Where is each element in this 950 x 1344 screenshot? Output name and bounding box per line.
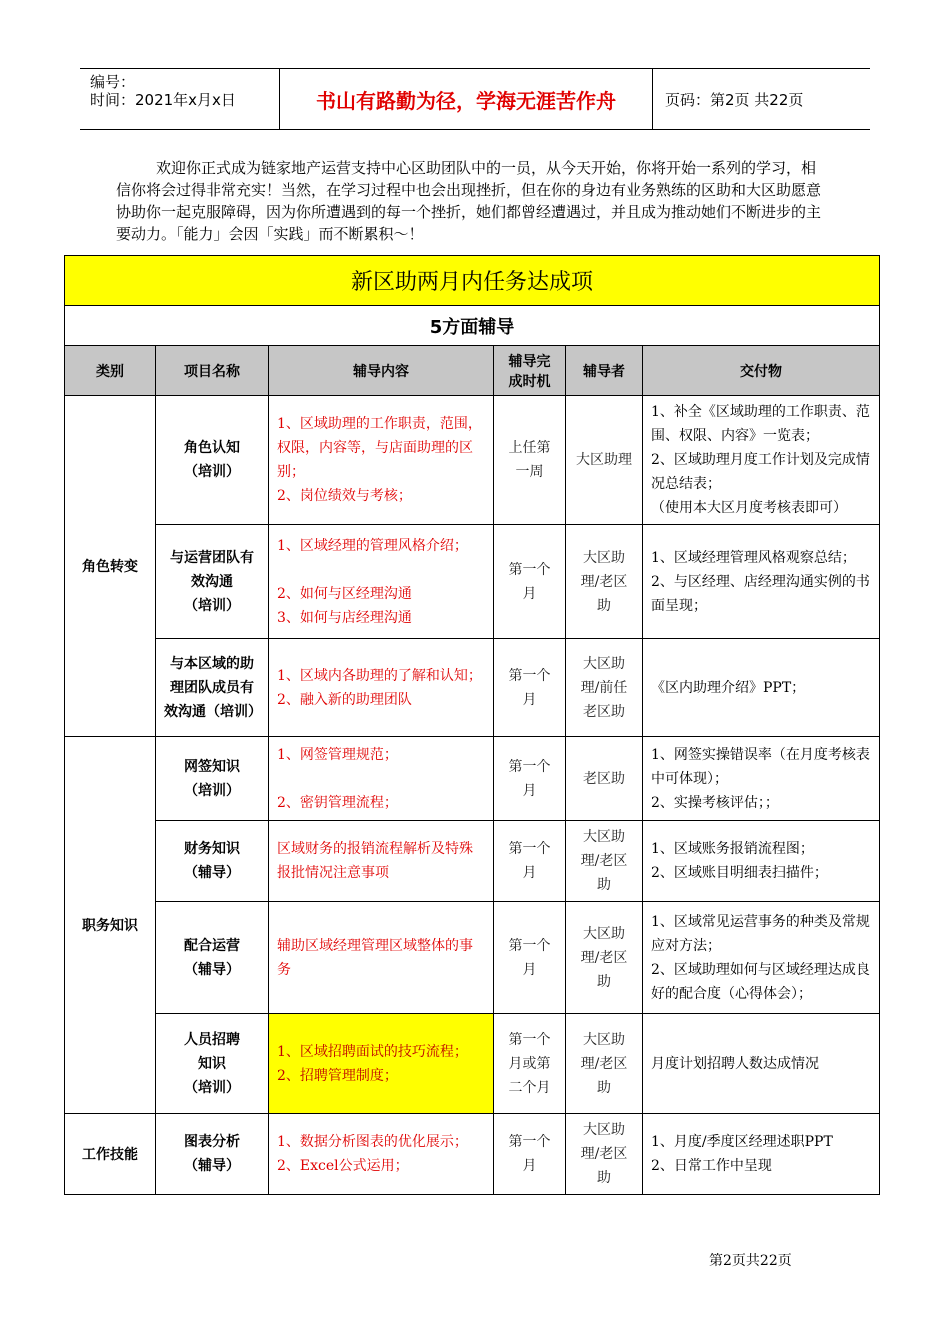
coach-cell: 大区助理 bbox=[566, 396, 643, 525]
item-cell-line: 知识 bbox=[198, 1055, 226, 1072]
table-row bbox=[65, 821, 880, 902]
content-cell bbox=[269, 737, 494, 821]
item-cell-line: （辅导） bbox=[184, 1158, 240, 1174]
table-title: 新区助两月内任务达成项 bbox=[65, 256, 880, 306]
deliverable-cell-line: 2、区域账目明细表扫描件； bbox=[651, 865, 828, 881]
item-cell-line: （辅导） bbox=[184, 961, 240, 978]
item-cell bbox=[156, 1114, 269, 1195]
deliverable-cell-line: 1、区域常见运营事务的种类及常规应对方法； bbox=[651, 913, 870, 954]
table-row bbox=[65, 737, 880, 821]
coach-cell: 大区助理/老区助 bbox=[566, 902, 643, 1014]
task-table bbox=[64, 255, 880, 1195]
content-cell-line: 辅助区域经理管理区域整体的事务 bbox=[277, 937, 473, 978]
timing-cell: 第一个月或第二个月 bbox=[494, 1014, 566, 1114]
content-cell bbox=[269, 1114, 494, 1195]
table-subtitle: 5方面辅导 bbox=[65, 306, 880, 346]
content-cell bbox=[269, 902, 494, 1014]
category-cell: 角色转变 bbox=[65, 396, 156, 737]
content-cell bbox=[269, 396, 494, 525]
item-cell-line: 与本区域的助理团队成员有效沟通（培训） bbox=[164, 655, 262, 720]
deliverable-cell-line: 1、补全《区域助理的工作职责、范围、权限、内容》一览表； bbox=[651, 404, 870, 444]
item-cell-line: 财务知识 bbox=[184, 841, 240, 857]
header-motto: 书山有路勤为径，学海无涯苦作舟 bbox=[280, 69, 653, 129]
table-row bbox=[65, 1114, 880, 1195]
deliverable-cell bbox=[643, 1114, 880, 1195]
deliverable-cell-line: （使用本大区月度考核表即可） bbox=[651, 500, 847, 516]
table-row bbox=[65, 639, 880, 737]
deliverable-cell-line: 1、月度/季度区经理述职PPT bbox=[651, 1134, 833, 1150]
timing-cell: 第一个月 bbox=[494, 1114, 566, 1195]
deliverable-cell-line: 月度计划招聘人数达成情况 bbox=[651, 1055, 819, 1072]
deliverable-cell-line: 1、区域账务报销流程图； bbox=[651, 841, 814, 857]
coach-cell: 大区助理/老区助 bbox=[566, 821, 643, 902]
content-cell-line bbox=[277, 767, 485, 791]
content-cell bbox=[269, 821, 494, 902]
deliverable-cell-line: 2、实操考核评估；； bbox=[651, 794, 779, 811]
deliverable-cell bbox=[643, 902, 880, 1014]
table-header-row bbox=[65, 346, 880, 396]
deliverable-cell bbox=[643, 396, 880, 525]
coach-cell: 大区助理/老区助 bbox=[566, 525, 643, 639]
content-cell-line: 区域财务的报销流程解析及特殊报批情况注意事项 bbox=[277, 841, 473, 881]
content-cell bbox=[269, 639, 494, 737]
page-header bbox=[80, 68, 870, 130]
deliverable-cell-line: 2、与区经理、店经理沟通实例的书面呈现； bbox=[651, 573, 870, 614]
content-cell-line: 1、区域经理的管理风格介绍； bbox=[277, 537, 468, 554]
header-meta bbox=[80, 69, 280, 129]
item-cell-line: 图表分析 bbox=[184, 1134, 240, 1150]
content-cell-line: 2、岗位绩效与考核； bbox=[277, 488, 412, 504]
content-cell-line: 1、区域助理的工作职责，范围，权限，内容等，与店面助理的区别； bbox=[277, 416, 482, 480]
deliverable-cell-line: 1、区域经理管理风格观察总结； bbox=[651, 549, 856, 566]
item-cell bbox=[156, 1014, 269, 1114]
content-cell-line: 1、数据分析图表的优化展示； bbox=[277, 1134, 468, 1150]
timing-cell: 第一个月 bbox=[494, 737, 566, 821]
timing-cell: 上任第一周 bbox=[494, 396, 566, 525]
content-cell-line: 2、招聘管理制度； bbox=[277, 1067, 398, 1084]
timing-cell: 第一个月 bbox=[494, 525, 566, 639]
table-row bbox=[65, 1014, 880, 1114]
header-cell: 辅导内容 bbox=[269, 346, 494, 396]
table-row bbox=[65, 902, 880, 1014]
item-cell-line: 角色认知 bbox=[184, 440, 240, 456]
item-cell bbox=[156, 639, 269, 737]
header-cell: 项目名称 bbox=[156, 346, 269, 396]
coach-cell: 大区助理/老区助 bbox=[566, 1114, 643, 1195]
table-row bbox=[65, 396, 880, 525]
deliverable-cell bbox=[643, 525, 880, 639]
item-cell-line: 与运营团队有效沟通 bbox=[170, 549, 254, 590]
content-cell bbox=[269, 1014, 494, 1114]
number-label: 编号： bbox=[90, 73, 136, 91]
deliverable-cell-line: 2、日常工作中呈现 bbox=[651, 1158, 772, 1174]
deliverable-cell bbox=[643, 1014, 880, 1114]
deliverable-cell bbox=[643, 821, 880, 902]
content-cell-line: 2、密钥管理流程； bbox=[277, 794, 398, 811]
item-cell-line: 配合运营 bbox=[184, 937, 240, 954]
content-cell-line bbox=[277, 558, 485, 582]
header-cell: 辅导者 bbox=[566, 346, 643, 396]
category-cell: 工作技能 bbox=[65, 1114, 156, 1195]
item-cell-line: （培训） bbox=[184, 1079, 240, 1096]
deliverable-cell-line: 1、网签实操错误率（在月度考核表中可体现）； bbox=[651, 746, 870, 787]
item-cell-line: 网签知识 bbox=[184, 758, 240, 775]
item-cell-line: （培训） bbox=[184, 464, 240, 480]
item-cell-line: （培训） bbox=[184, 597, 240, 614]
content-cell bbox=[269, 525, 494, 639]
item-cell bbox=[156, 396, 269, 525]
item-cell bbox=[156, 821, 269, 902]
content-cell-line: 1、区域招聘面试的技巧流程； bbox=[277, 1043, 468, 1060]
header-cell: 辅导完成时机 bbox=[494, 346, 566, 396]
item-cell bbox=[156, 737, 269, 821]
content-cell-line: 2、融入新的助理团队 bbox=[277, 691, 412, 708]
coach-cell: 大区助理/前任老区助 bbox=[566, 639, 643, 737]
page-footer: 第2页共22页 bbox=[709, 1253, 792, 1269]
content-cell-line: 1、区域内各助理的了解和认知； bbox=[277, 667, 482, 684]
header-page-info: 页码：第2页 共22页 bbox=[665, 90, 804, 109]
item-cell-line: 人员招聘 bbox=[184, 1031, 240, 1048]
timing-cell: 第一个月 bbox=[494, 902, 566, 1014]
time-label: 时间：2021年x月x日 bbox=[90, 91, 236, 109]
coach-cell: 大区助理/老区助 bbox=[566, 1014, 643, 1114]
header-cell: 类别 bbox=[65, 346, 156, 396]
deliverable-cell-line: 2、区域助理月度工作计划及完成情况总结表； bbox=[651, 452, 870, 492]
intro-paragraph: 欢迎你正式成为链家地产运营支持中心区助团队中的一员，从今天开始，你将开始一系列的学习，相信你将会过得非常充实！当然，在学习过程中也会出现挫折，但在你的身边有业务熟练的区助和大区助愿意协助你一起克服障碍，因为你所遭遇到的每一个挫折，她们都曾经遭遇过，并且成为推动她们不断进步的主要动力。「能力」会因「实践」而不断累积～！ bbox=[116, 159, 822, 243]
deliverable-cell bbox=[643, 737, 880, 821]
table-row bbox=[65, 525, 880, 639]
content-cell-line: 2、Excel公式运用； bbox=[277, 1158, 409, 1174]
item-cell bbox=[156, 902, 269, 1014]
content-cell-line: 2、如何与区经理沟通 bbox=[277, 585, 412, 602]
deliverable-cell-line: 《区内助理介绍》PPT； bbox=[651, 679, 806, 696]
deliverable-cell bbox=[643, 639, 880, 737]
timing-cell: 第一个月 bbox=[494, 821, 566, 902]
item-cell bbox=[156, 525, 269, 639]
coach-cell: 老区助 bbox=[566, 737, 643, 821]
header-cell: 交付物 bbox=[643, 346, 880, 396]
category-cell: 职务知识 bbox=[65, 737, 156, 1114]
content-cell-line: 1、网签管理规范； bbox=[277, 746, 398, 763]
timing-cell: 第一个月 bbox=[494, 639, 566, 737]
deliverable-cell-line: 2、区域助理如何与区域经理达成良好的配合度（心得体会）； bbox=[651, 961, 870, 1002]
item-cell-line: （培训） bbox=[184, 782, 240, 799]
item-cell-line: （辅导） bbox=[184, 865, 240, 881]
content-cell-line: 3、如何与店经理沟通 bbox=[277, 609, 412, 626]
